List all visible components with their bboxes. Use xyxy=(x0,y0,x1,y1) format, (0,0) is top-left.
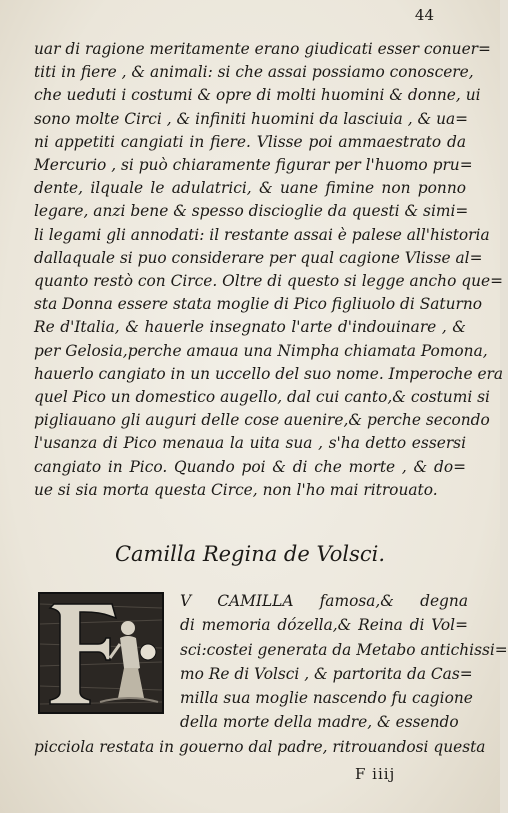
text-line: hauerlo cangiato in un uccello del suo nome. Imperoche era xyxy=(34,364,504,383)
text-line: mo Re di Volsci , & partorita da Cas= xyxy=(180,664,473,683)
text-line: quanto restò con Circe. Oltre di questo si legge ancho que= xyxy=(34,272,504,291)
page-number: 44 xyxy=(414,6,434,24)
text-line: ue si sia morta questa Circe, non l'ho mai ritrouato. xyxy=(34,480,438,499)
text-line: che ueduti i costumi & opre di molti huomini & donne, ui xyxy=(34,86,481,105)
text-line: di memoria dózella,& Reina di Vol= xyxy=(180,616,468,635)
text-line: dente, ilquale le adulatrici, & uane fimine non ponno xyxy=(34,179,466,198)
body-paragraph xyxy=(34,38,504,502)
text-line: legare, anzi bene & spesso discioglie da questi & simi= xyxy=(34,202,469,221)
text-line: li legami gli annodati: il restante assai è palese all'historia xyxy=(34,225,490,244)
text-line: Re d'Italia, & hauerle insegnato l'arte d'indouinare , & xyxy=(34,318,466,337)
text-line: sta Donna essere stata moglie di Pico figliuolo di Saturno xyxy=(34,295,483,314)
text-line: picciola restata in gouerno dal padre, ritrouandosi questa xyxy=(34,738,486,756)
text-line: ni appetiti cangiati in fiere. Vlisse poi ammaestrato da xyxy=(34,132,466,151)
text-line: Mercurio , si può chiaramente figurar per l'huomo pru= xyxy=(34,156,473,175)
text-line: milla sua moglie nascendo fu cagione xyxy=(180,689,473,708)
text-line: pigliauano gli auguri delle cose auenire,& perche secondo xyxy=(34,411,490,430)
text-line: per Gelosia,perche amaua una Nimpha chiamata Pomona, xyxy=(34,341,488,360)
final-line xyxy=(34,735,486,759)
text-line: della morte della madre, & essendo xyxy=(180,713,459,732)
text-line: cangiato in Pico. Quando poi & di che morte , & do= xyxy=(34,457,466,476)
text-line: uar di ragione meritamente erano giudicati esser conuer= xyxy=(34,40,491,58)
text-line: sci:costei generata da Metabo antichissi= xyxy=(180,640,508,659)
chapter-opening-text xyxy=(180,589,508,735)
decorated-initial xyxy=(38,592,164,714)
text-line: quel Pico un domestico augello, dal cui canto,& costumi si xyxy=(34,388,490,407)
text-line: l'usanza di Pico menaua la uita sua , s'ha detto essersi xyxy=(34,434,466,453)
text-line: V CAMILLA famosa,& degna xyxy=(180,592,468,610)
signature-mark: F iiij xyxy=(355,765,396,783)
woodcut-initial-illustration xyxy=(40,594,162,712)
text-line: dallaquale si puo considerare per qual cagione Vlisse al= xyxy=(34,248,483,267)
text-line: sono molte Circi , & infiniti huomini da lasciuia , & ua= xyxy=(34,109,469,128)
text-line: titi in fiere , & animali: si che assai possiamo conoscere, xyxy=(34,63,474,82)
chapter-heading: Camilla Regina de Volsci. xyxy=(114,542,386,566)
